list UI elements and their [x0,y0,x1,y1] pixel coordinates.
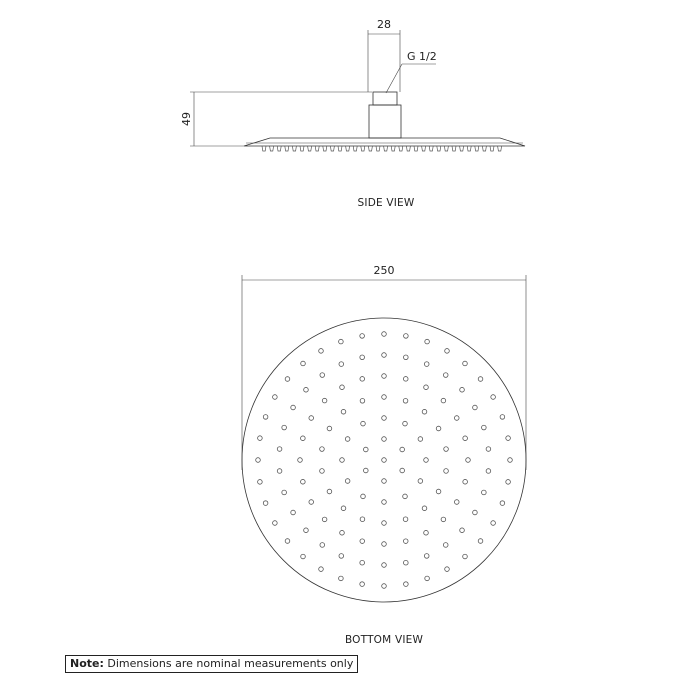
side-nozzle [498,146,502,151]
nozzle [466,458,471,463]
side-nozzle [277,146,281,151]
nozzle [425,339,430,344]
nozzle [382,584,387,589]
nozzle [444,447,449,452]
side-nozzle [285,146,289,151]
nozzle [424,362,429,367]
nozzle [460,528,465,533]
nozzle [304,528,309,533]
nozzle [298,458,303,463]
nozzle [424,530,429,535]
side-nozzle [292,146,296,151]
nozzle [441,517,446,522]
nozzle [445,567,450,572]
diameter-value: 250 [373,264,395,277]
note-text: Dimensions are nominal measurements only [103,657,354,670]
side-nozzle [391,146,395,151]
nozzle [424,458,429,463]
nozzle [400,468,405,473]
nozzle [382,521,387,526]
nozzle [491,395,496,400]
nozzle [473,510,478,515]
arm-body [369,105,401,138]
side-nozzle [270,146,274,151]
side-nozzle [262,146,266,151]
side-nozzle [361,146,365,151]
nozzle [360,517,365,522]
nozzle [500,501,505,506]
nozzle [285,377,290,382]
thread-leader [386,64,402,93]
nozzle [463,479,468,484]
nozzle [436,426,441,431]
nozzle [360,582,365,587]
nozzle [424,554,429,559]
nozzle [360,399,365,404]
nozzle [258,480,263,485]
height-value: 49 [180,112,193,126]
nozzle [486,447,491,452]
nozzle [273,521,278,526]
nozzle [403,399,408,404]
nozzle [506,480,511,485]
nozzle [444,469,449,474]
nozzle [403,377,408,382]
side-nozzle [475,146,479,151]
nozzle [320,373,325,378]
nozzle [309,500,314,505]
nozzle [291,510,296,515]
side-nozzle [368,146,372,151]
side-nozzle [437,146,441,151]
nozzle [400,447,405,452]
nozzle [319,567,324,572]
nozzle [500,415,505,420]
side-nozzle [429,146,433,151]
nozzle [460,387,465,392]
arm-width-value: 28 [377,18,391,31]
nozzle [361,421,366,426]
nozzle [382,437,387,442]
side-nozzle-row [262,146,502,151]
nozzle [340,530,345,535]
nozzle [454,416,459,421]
nozzle [258,436,263,441]
side-view [180,18,525,209]
side-nozzle [323,146,327,151]
nozzle [320,469,325,474]
side-nozzle [460,146,464,151]
side-nozzle [422,146,426,151]
note-prefix: Note: [70,657,104,670]
nozzle [339,576,344,581]
shower-head-profile [244,138,525,146]
nozzle [256,458,261,463]
side-view-label: SIDE VIEW [357,197,415,209]
nozzle [425,576,430,581]
nozzle [463,436,468,441]
nozzle [403,517,408,522]
nozzle [454,500,459,505]
nozzle [382,479,387,484]
nozzle [360,355,365,360]
nozzle [361,494,366,499]
nozzle [436,489,441,494]
nozzle [403,494,408,499]
nozzle-pattern [256,332,513,589]
side-nozzle [414,146,418,151]
nozzle [422,506,427,511]
thread-fitting [373,92,397,105]
nozzle [301,479,306,484]
nozzle [443,373,448,378]
side-nozzle [353,146,357,151]
nozzle [309,416,314,421]
nozzle [403,539,408,544]
nozzle [403,421,408,426]
nozzle [291,405,296,410]
nozzle [360,539,365,544]
nozzle [382,374,387,379]
nozzle [263,415,268,420]
nozzle [360,377,365,382]
nozzle [482,490,487,495]
nozzle [424,385,429,390]
side-nozzle [330,146,334,151]
nozzle [382,416,387,421]
side-nozzle [346,146,350,151]
note-box [65,655,358,673]
nozzle [339,362,344,367]
nozzle [304,387,309,392]
nozzle [340,458,345,463]
nozzle [478,377,483,382]
nozzle [482,425,487,430]
nozzle [277,447,282,452]
nozzle [340,385,345,390]
nozzle [443,543,448,548]
nozzle [327,426,332,431]
side-nozzle [338,146,342,151]
nozzle [382,542,387,547]
nozzle [301,554,306,559]
nozzle [345,479,350,484]
nozzle [491,521,496,526]
nozzle [282,490,287,495]
side-nozzle [399,146,403,151]
side-nozzle [376,146,380,151]
nozzle [277,469,282,474]
nozzle [339,554,344,559]
nozzle [418,479,423,484]
nozzle [285,539,290,544]
nozzle [445,349,450,354]
nozzle [463,554,468,559]
nozzle [345,437,350,442]
nozzle [418,437,423,442]
nozzle [360,334,365,339]
nozzle [404,355,409,360]
thread-label: G 1/2 [407,50,437,63]
nozzle [320,543,325,548]
nozzle [273,395,278,400]
side-nozzle [444,146,448,151]
side-nozzle [300,146,304,151]
nozzle [282,425,287,430]
nozzle [320,447,325,452]
side-nozzle [406,146,410,151]
nozzle [327,489,332,494]
nozzle [322,517,327,522]
nozzle [301,361,306,366]
side-nozzle [384,146,388,151]
bottom-view-label: BOTTOM VIEW [344,634,424,646]
nozzle [404,334,409,339]
shower-head-face [242,318,526,602]
nozzle [441,398,446,403]
nozzle [341,409,346,414]
nozzle [382,458,387,463]
nozzle [364,468,369,473]
nozzle [422,409,427,414]
nozzle [382,332,387,337]
side-nozzle [452,146,456,151]
nozzle [382,395,387,400]
nozzle [404,560,409,565]
nozzle [341,506,346,511]
bottom-view [242,264,526,646]
side-nozzle [482,146,486,151]
nozzle [382,563,387,568]
side-nozzle [467,146,471,151]
nozzle [360,560,365,565]
nozzle [263,501,268,506]
nozzle [322,398,327,403]
nozzle [364,447,369,452]
side-nozzle [315,146,319,151]
nozzle [319,349,324,354]
nozzle [478,539,483,544]
nozzle [339,339,344,344]
nozzle [486,469,491,474]
nozzle [382,353,387,358]
nozzle [506,436,511,441]
side-nozzle [308,146,312,151]
side-nozzle [490,146,494,151]
nozzle [463,361,468,366]
nozzle [404,582,409,587]
nozzle [301,436,306,441]
nozzle [508,458,513,463]
nozzle [382,500,387,505]
nozzle [473,405,478,410]
